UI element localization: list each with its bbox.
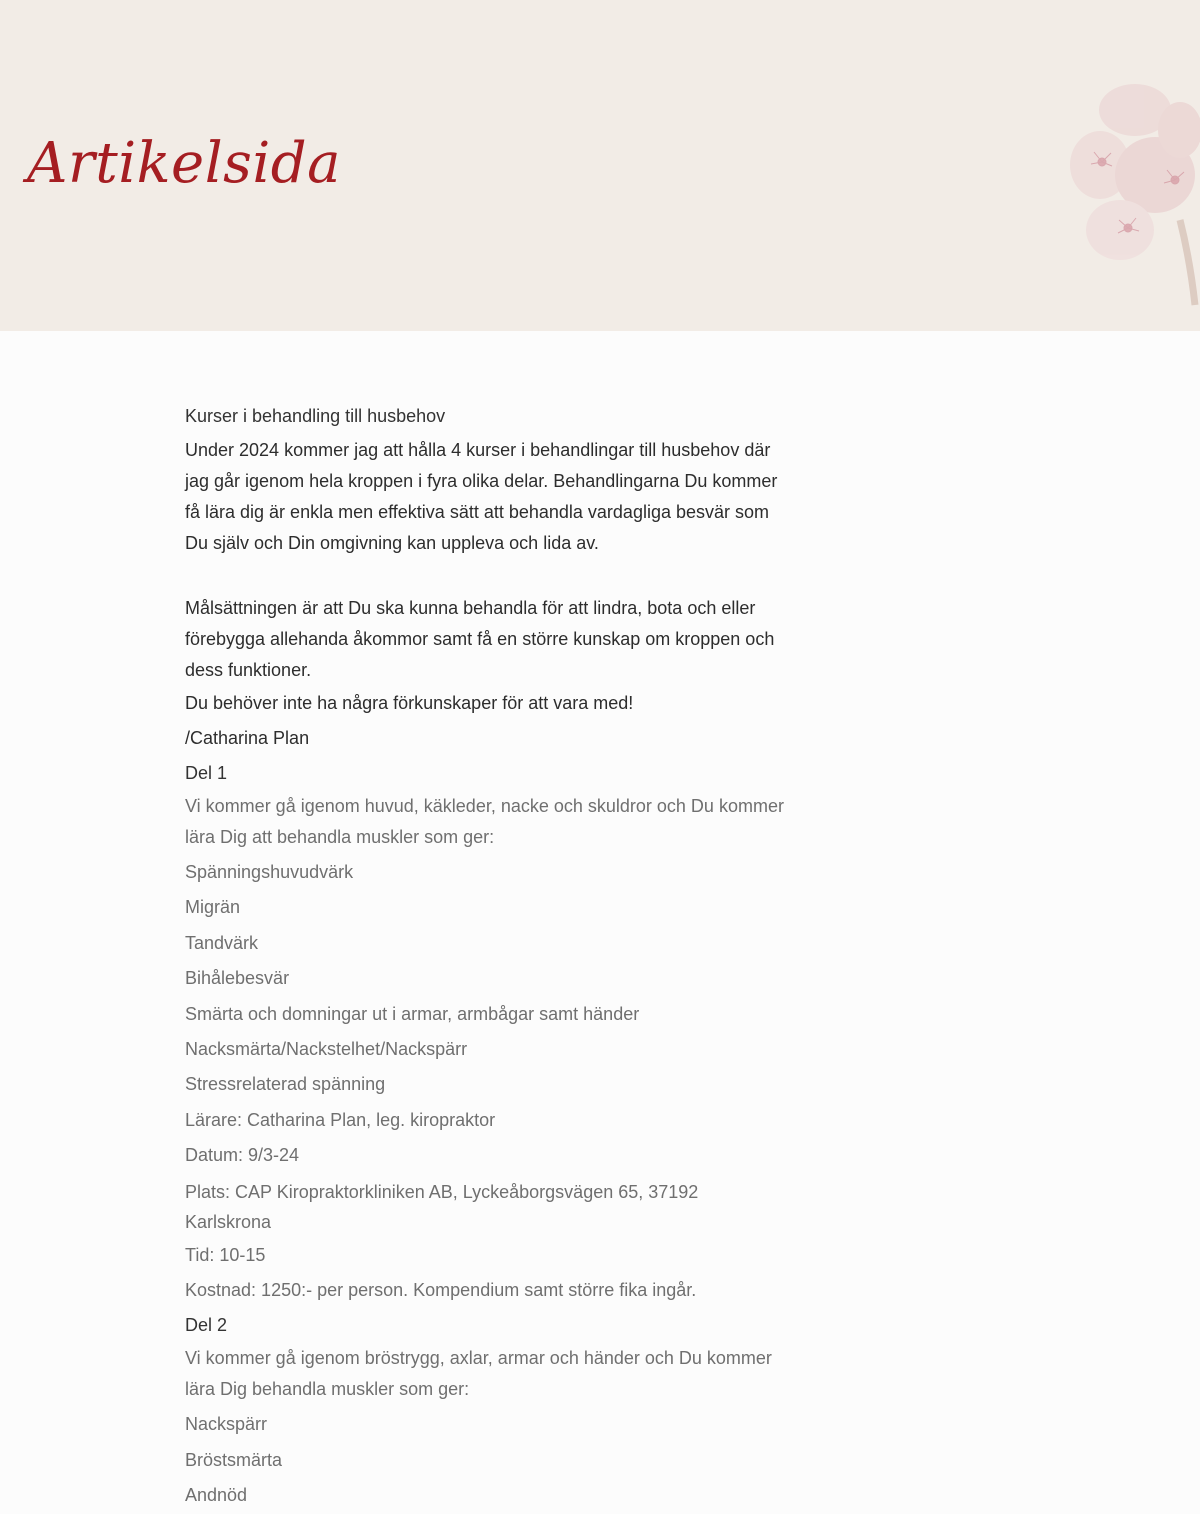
article-heading: Kurser i behandling till husbehov [185,406,446,426]
part1-item: Migrän [185,897,241,918]
part2-title: Del 2 [185,1315,228,1336]
article-body [185,400,785,1514]
part2-item: Bröstsmärta [185,1449,283,1470]
part2-item: Andnöd [185,1485,248,1506]
page-title: Artikelsida [27,131,341,196]
part1-item: Tandvärk [185,932,259,953]
part1-cost: Kostnad: 1250:- per person. Kompendium samt större fika ingår. [185,1280,697,1301]
part2-description: Vi kommer gå igenom bröstrygg, axlar, armar och händer och Du kommer lära Dig behandla muskler som ger: [185,1348,772,1399]
part1-date: Datum: 9/3-24 [185,1145,300,1166]
paragraph-spacer [185,559,785,593]
part1-teacher: Lärare: Catharina Plan, leg. kiropraktor [185,1109,496,1130]
intro-paragraph: Under 2024 kommer jag att hålla 4 kurser i behandlingar till husbehov där jag går igenom hela kroppen i fyra olika delar. Behandlingarna Du kommer få lära dig är enkla men effektiva sätt att behandla vardagliga besvär som Du själv och Din omgivning kan uppleva och lida av. [185,440,778,553]
part2-item: Nackspärr [185,1414,268,1435]
part1-item: Bihålebesvär [185,968,290,989]
part1-time: Tid: 10-15 [185,1244,266,1265]
cherry-blossom-illustration [1040,70,1200,310]
part1-description: Vi kommer gå igenom huvud, käkleder, nacke och skuldror och Du kommer lära Dig att behandla muskler som ger: [185,796,784,847]
part1-title: Del 1 [185,763,228,783]
goal-paragraph: Målsättningen är att Du ska kunna behandla för att lindra, bota och eller förebygga allehanda åkommor samt få en större kunskap om kroppen och dess funktioner. [185,598,775,680]
signature: /Catharina Plan [185,728,310,748]
part1-item: Smärta och domningar ut i armar, armbågar samt händer [185,1003,640,1024]
part1-place: Plats: CAP Kiropraktorkliniken AB, Lyckeåborgsvägen 65, 37192 Karlskrona [185,1181,699,1233]
page-header [0,0,1200,331]
no-prior-knowledge-text: Du behöver inte ha några förkunskaper för att vara med! [185,693,634,713]
part1-item: Nacksmärta/Nackstelhet/Nackspärr [185,1039,468,1060]
part1-item: Spänningshuvudvärk [185,862,354,882]
part1-item: Stressrelaterad spänning [185,1074,386,1095]
